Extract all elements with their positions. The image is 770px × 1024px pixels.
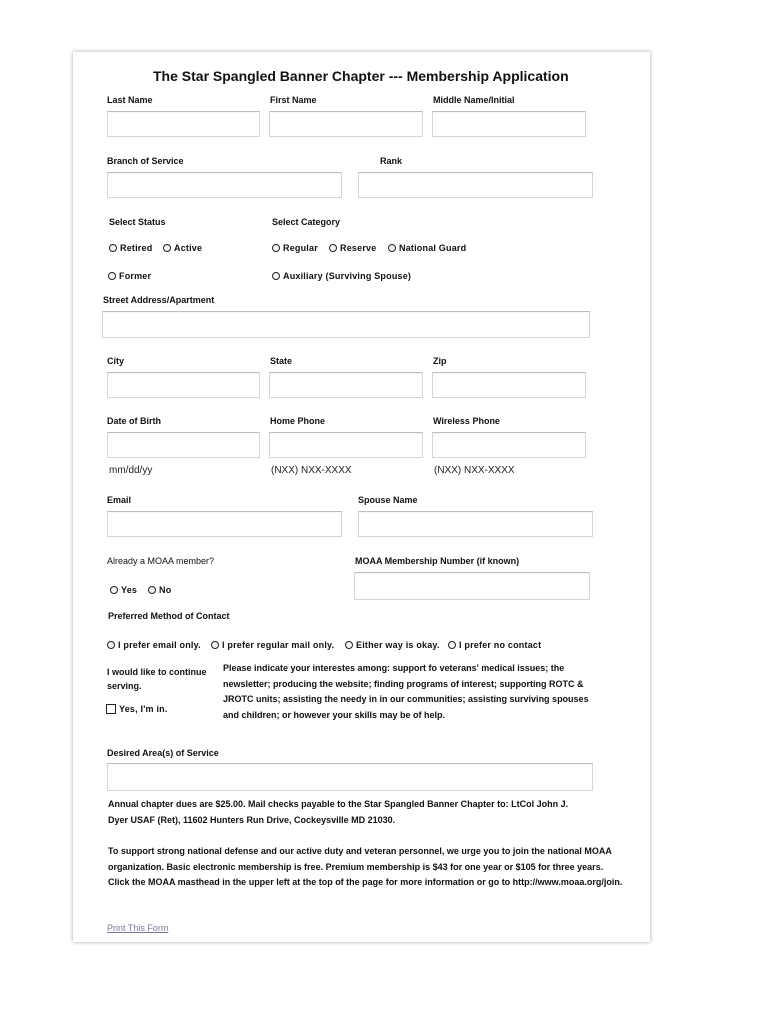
radio-icon	[448, 641, 456, 649]
city-input[interactable]	[107, 372, 260, 398]
dob-label: Date of Birth	[107, 416, 161, 426]
dob-hint: mm/dd/yy	[109, 465, 153, 476]
zip-label: Zip	[433, 356, 447, 366]
radio-icon	[211, 641, 219, 649]
last-name-label: Last Name	[107, 95, 153, 105]
wireless-phone-input[interactable]	[432, 432, 586, 458]
moaa-number-input[interactable]	[354, 572, 590, 600]
wireless-phone-label: Wireless Phone	[433, 416, 500, 426]
spouse-name-label: Spouse Name	[358, 495, 418, 505]
radio-icon	[345, 641, 353, 649]
first-name-input[interactable]	[269, 111, 423, 137]
interests-text: Please indicate your interestes among: support fo veterans' medical issues; the newsletter; producing the website; finding programs of interest; supporting ROTC & JROTC units; assisting the needy in in our communities; assisting surviving spouses and children; or however your skills may be of help.	[223, 663, 589, 720]
member-no-radio[interactable]: No	[148, 585, 171, 595]
moaa-number-label: MOAA Membership Number (if known)	[355, 556, 520, 566]
contact-either-radio[interactable]: Either way is okay.	[345, 640, 440, 650]
radio-icon	[329, 244, 337, 252]
select-status-label: Select Status	[109, 217, 166, 227]
status-active-radio[interactable]: Active	[163, 243, 202, 253]
city-label: City	[107, 356, 125, 366]
continue-serving-label: I would like to continue serving.	[107, 667, 207, 691]
radio-icon	[109, 244, 117, 252]
category-national-guard-radio[interactable]: National Guard	[388, 243, 466, 253]
checkbox-icon	[106, 704, 116, 714]
member-yes-radio[interactable]: Yes	[110, 585, 137, 595]
desired-area-label: Desired Area(s) of Service	[107, 748, 219, 758]
preferred-contact-label: Preferred Method of Contact	[108, 611, 230, 621]
home-phone-label: Home Phone	[270, 416, 326, 426]
email-label: Email	[107, 495, 132, 505]
first-name-label: First Name	[270, 95, 317, 105]
radio-icon	[272, 244, 280, 252]
category-auxiliary-radio[interactable]: Auxiliary (Surviving Spouse)	[272, 271, 411, 281]
email-input[interactable]	[107, 511, 342, 537]
middle-name-label: Middle Name/Initial	[433, 95, 515, 105]
radio-icon	[107, 641, 115, 649]
radio-icon	[148, 586, 156, 594]
already-member-label: Already a MOAA member?	[107, 556, 215, 566]
spouse-name-input[interactable]	[358, 511, 593, 537]
street-input[interactable]	[102, 311, 590, 338]
contact-none-radio[interactable]: I prefer no contact	[448, 640, 541, 650]
print-form-link[interactable]: Print This Form	[107, 923, 169, 933]
rank-label: Rank	[380, 156, 403, 166]
support-text: To support strong national defense and our active duty and veteran personnel, we urge you to join the national MOAA organization. Basic electronic membership is free. Premium membership is $43 for one year or $105 for three years. Click the MOAA masthead in the upper left at the top of the page for more information or go to http://www.moaa.org/join.	[108, 846, 623, 887]
status-retired-radio[interactable]: Retired	[109, 243, 152, 253]
radio-icon	[110, 586, 118, 594]
home-phone-input[interactable]	[269, 432, 423, 458]
radio-icon	[272, 272, 280, 280]
status-former-radio[interactable]: Former	[108, 271, 151, 281]
dob-input[interactable]	[107, 432, 260, 458]
last-name-input[interactable]	[107, 111, 260, 137]
radio-icon	[108, 272, 116, 280]
category-regular-radio[interactable]: Regular	[272, 243, 318, 253]
state-label: State	[270, 356, 293, 366]
desired-area-input[interactable]	[107, 763, 593, 791]
radio-icon	[163, 244, 171, 252]
wireless-phone-hint: (NXX) NXX-XXXX	[434, 465, 515, 476]
contact-mail-radio[interactable]: I prefer regular mail only.	[211, 640, 334, 650]
branch-label: Branch of Service	[107, 156, 184, 166]
rank-input[interactable]	[358, 172, 593, 198]
category-reserve-radio[interactable]: Reserve	[329, 243, 376, 253]
contact-email-radio[interactable]: I prefer email only.	[107, 640, 201, 650]
zip-input[interactable]	[432, 372, 586, 398]
radio-icon	[388, 244, 396, 252]
dues-text: Annual chapter dues are $25.00. Mail checks payable to the Star Spangled Banner Chapter to: LtCol John J. Dyer USAF (Ret), 11602 Hunters Run Drive, Cockeysville MD 21030.	[108, 799, 569, 825]
serving-checkbox[interactable]: Yes, I'm in.	[106, 704, 168, 714]
form-page	[73, 52, 650, 942]
branch-input[interactable]	[107, 172, 342, 198]
state-input[interactable]	[269, 372, 423, 398]
home-phone-hint: (NXX) NXX-XXXX	[271, 465, 352, 476]
select-category-label: Select Category	[272, 217, 341, 227]
street-label: Street Address/Apartment	[103, 295, 215, 305]
middle-name-input[interactable]	[432, 111, 586, 137]
form-title: The Star Spangled Banner Chapter --- Membership Application	[153, 68, 569, 84]
